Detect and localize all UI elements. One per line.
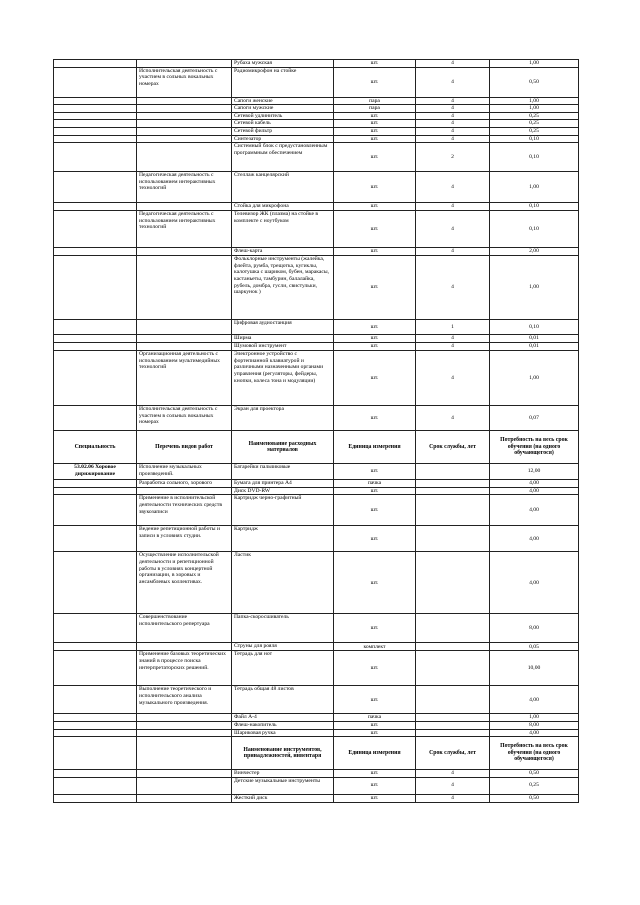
service-life-cell: 4 (416, 127, 490, 135)
table-row (54, 335, 579, 343)
unit-cell: шт. (334, 495, 416, 526)
unit-cell: комплект (334, 643, 416, 651)
item-name-cell: Ластик (232, 552, 334, 614)
unit-cell: пачка (334, 714, 416, 722)
work-type-cell: Выполнение теоретического и исполнительского анализа музыкального произведения. (137, 686, 232, 714)
work-type-cell (137, 127, 232, 135)
service-life-cell (416, 526, 490, 552)
specialty-cell (54, 203, 137, 211)
item-name-cell: Рубаха мужская (232, 60, 334, 68)
quantity-cell: 1,00 (490, 256, 579, 320)
service-life-cell: 4 (416, 60, 490, 68)
quantity-cell: 0,25 (490, 112, 579, 120)
work-type-cell (137, 320, 232, 335)
work-type-cell (137, 721, 232, 729)
service-life-cell: 4 (416, 406, 490, 431)
work-type-cell (137, 112, 232, 120)
item-name-cell: Диск DVD-RW (232, 487, 334, 495)
specialty-cell (54, 67, 137, 97)
quantity-cell: 10,00 (490, 651, 579, 686)
service-life-cell (416, 721, 490, 729)
table-row (54, 794, 579, 802)
specialty-cell: 53.02.06 Хоровое дирижирование (54, 464, 137, 480)
column-header: Наименование расходных материалов (232, 431, 334, 464)
quantity-cell: 4,00 (490, 487, 579, 495)
unit-cell: шт. (334, 777, 416, 794)
table-row (54, 127, 579, 135)
specialty-cell (54, 495, 137, 526)
item-name-cell: Сетевой удлинитель (232, 112, 334, 120)
table-row (54, 203, 579, 211)
unit-cell: шт. (334, 526, 416, 552)
service-life-cell (416, 495, 490, 526)
service-life-cell (416, 480, 490, 488)
work-type-cell: Организационная деятельность с использованием мультимедийных технологий (137, 351, 232, 406)
unit-cell: пачка (334, 480, 416, 488)
service-life-cell (416, 643, 490, 651)
unit-cell: шт. (334, 614, 416, 643)
specialty-cell (54, 552, 137, 614)
specialty-cell (54, 721, 137, 729)
item-name-cell: Бумага для принтера А4 (232, 480, 334, 488)
unit-cell: шт. (334, 487, 416, 495)
quantity-cell: 0,10 (490, 203, 579, 211)
unit-cell: шт. (334, 351, 416, 406)
service-life-cell: 4 (416, 105, 490, 113)
item-name-cell: Флеш-карта (232, 248, 334, 256)
service-life-cell (416, 729, 490, 737)
work-type-cell (137, 794, 232, 802)
specialty-cell (54, 686, 137, 714)
service-life-cell: 4 (416, 112, 490, 120)
service-life-cell: 4 (416, 343, 490, 351)
column-header (137, 737, 232, 770)
specialty-cell (54, 143, 137, 172)
unit-cell: шт. (334, 729, 416, 737)
unit-cell: пара (334, 97, 416, 105)
service-life-cell (416, 651, 490, 686)
work-type-cell (137, 135, 232, 143)
service-life-cell (416, 464, 490, 480)
column-header: Единица измерения (334, 737, 416, 770)
item-name-cell: Файл А-4 (232, 714, 334, 722)
service-life-cell: 4 (416, 770, 490, 778)
quantity-cell: 4,00 (490, 480, 579, 488)
quantity-cell: 1,00 (490, 351, 579, 406)
quantity-cell: 0,25 (490, 120, 579, 128)
specialty-cell (54, 248, 137, 256)
unit-cell: шт. (334, 112, 416, 120)
specialty-cell (54, 320, 137, 335)
service-life-cell: 4 (416, 120, 490, 128)
unit-cell: шт. (334, 67, 416, 97)
table-row (54, 487, 579, 495)
column-header: Срок службы, лет (416, 431, 490, 464)
specialty-cell (54, 343, 137, 351)
item-name-cell: Сетевой фильтр (232, 127, 334, 135)
column-header (54, 737, 137, 770)
item-name-cell: Детские музыкальные инструменты (232, 777, 334, 794)
item-name-cell: Шариковая ручка (232, 729, 334, 737)
service-life-cell (416, 714, 490, 722)
work-type-cell (137, 97, 232, 105)
specialty-cell (54, 60, 137, 68)
service-life-cell: 1 (416, 320, 490, 335)
specialty-cell (54, 211, 137, 248)
specialty-cell (54, 729, 137, 737)
table-header-row (54, 431, 579, 464)
item-name-cell: Картридж (232, 526, 334, 552)
unit-cell: шт. (334, 211, 416, 248)
item-name-cell: Синтезатор (232, 135, 334, 143)
specialty-cell (54, 614, 137, 643)
table-row (54, 256, 579, 320)
unit-cell: шт. (334, 686, 416, 714)
item-name-cell: Батарейки пальчиковые (232, 464, 334, 480)
quantity-cell: 1,00 (490, 105, 579, 113)
specialty-cell (54, 97, 137, 105)
specialty-cell (54, 794, 137, 802)
item-name-cell: Ширма (232, 335, 334, 343)
quantity-cell: 0,10 (490, 143, 579, 172)
column-header: Срок службы, лет (416, 737, 490, 770)
table-row (54, 651, 579, 686)
item-name-cell: Флеш-накопитель (232, 721, 334, 729)
work-type-cell (137, 120, 232, 128)
table-row (54, 686, 579, 714)
quantity-cell: 0,01 (490, 335, 579, 343)
item-name-cell: Шумовой инструмент (232, 343, 334, 351)
specialty-cell (54, 777, 137, 794)
quantity-cell: 1,00 (490, 172, 579, 203)
item-name-cell: Сетевой кабель (232, 120, 334, 128)
specialty-cell (54, 172, 137, 203)
unit-cell: шт. (334, 343, 416, 351)
work-type-cell (137, 203, 232, 211)
specialty-cell (54, 643, 137, 651)
work-type-cell (137, 643, 232, 651)
service-life-cell: 4 (416, 256, 490, 320)
specialty-cell (54, 714, 137, 722)
specialty-cell (54, 135, 137, 143)
item-name-cell: Тетрадь для нот (232, 651, 334, 686)
quantity-cell: 4,00 (490, 729, 579, 737)
service-life-cell: 2 (416, 143, 490, 172)
quantity-cell: 4,00 (490, 686, 579, 714)
unit-cell: шт. (334, 335, 416, 343)
work-type-cell (137, 335, 232, 343)
specialty-cell (54, 770, 137, 778)
work-type-cell: Исполнительская деятельность с участием в сольных вокальных номерах (137, 67, 232, 97)
table-row (54, 248, 579, 256)
table-row (54, 67, 579, 97)
unit-cell: шт. (334, 172, 416, 203)
unit-cell: шт. (334, 651, 416, 686)
specialty-cell (54, 112, 137, 120)
work-type-cell: Применение в исполнительской деятельности технических средств звукозаписи (137, 495, 232, 526)
quantity-cell: 1,00 (490, 714, 579, 722)
service-life-cell (416, 487, 490, 495)
unit-cell: шт. (334, 406, 416, 431)
quantity-cell: 1,00 (490, 60, 579, 68)
unit-cell: шт. (334, 770, 416, 778)
work-type-cell: Осуществление исполнительской деятельности и репетиционной работы в условиях концертной организации, в хоровых и ансамблевых коллективах. (137, 552, 232, 614)
service-life-cell: 4 (416, 248, 490, 256)
document-page (53, 59, 578, 803)
work-type-cell (137, 777, 232, 794)
column-header: Специальность (54, 431, 137, 464)
item-name-cell: Струны для рояля (232, 643, 334, 651)
quantity-cell: 0,50 (490, 794, 579, 802)
table-row (54, 60, 579, 68)
service-life-cell: 4 (416, 351, 490, 406)
work-type-cell (137, 729, 232, 737)
service-life-cell (416, 686, 490, 714)
column-header: Потребность на весь срок обучения (на одного обучающегося) (490, 737, 579, 770)
work-type-cell (137, 256, 232, 320)
unit-cell: шт. (334, 203, 416, 211)
quantity-cell: 12,00 (490, 464, 579, 480)
table-row (54, 526, 579, 552)
table-row (54, 97, 579, 105)
service-life-cell: 4 (416, 777, 490, 794)
table-row (54, 105, 579, 113)
unit-cell: шт. (334, 721, 416, 729)
table-row (54, 343, 579, 351)
specialty-cell (54, 351, 137, 406)
work-type-cell: Педагогическая деятельность с использованием интерактивных технологий (137, 211, 232, 248)
unit-cell: шт. (334, 60, 416, 68)
work-type-cell: Применение базовых теоретических знаний в процессе поиска интерпретаторских решений. (137, 651, 232, 686)
work-type-cell: Разработка сольного, хорового (137, 480, 232, 488)
table-row (54, 729, 579, 737)
specialty-cell (54, 526, 137, 552)
table-row (54, 112, 579, 120)
item-name-cell: Винчестер (232, 770, 334, 778)
work-type-cell (137, 714, 232, 722)
item-name-cell: Телевизор ЖК (плазма) на стойке в комплекте с ноутбуком (232, 211, 334, 248)
service-life-cell: 4 (416, 67, 490, 97)
unit-cell: шт. (334, 120, 416, 128)
quantity-cell: 0,01 (490, 343, 579, 351)
work-type-cell (137, 770, 232, 778)
quantity-cell: 0,10 (490, 211, 579, 248)
quantity-cell: 0,05 (490, 643, 579, 651)
unit-cell: шт. (334, 794, 416, 802)
quantity-cell: 4,00 (490, 526, 579, 552)
table-row (54, 172, 579, 203)
table-row (54, 721, 579, 729)
quantity-cell: 0,10 (490, 320, 579, 335)
work-type-cell (137, 248, 232, 256)
item-name-cell: Жесткий диск (232, 794, 334, 802)
service-life-cell: 4 (416, 211, 490, 248)
item-name-cell: Стеллаж канцелярский (232, 172, 334, 203)
work-type-cell: Исполнительская деятельность с участием в сольных вокальных номерах (137, 406, 232, 431)
item-name-cell: Электронное устройство с фортепианной клавиатурой и различными назначенными органами управления (регуляторы, фейдеры, кнопки, колеса тона и модуляции) (232, 351, 334, 406)
work-type-cell: Ведение репетиционной работы и записи в условиях студии. (137, 526, 232, 552)
service-life-cell: 4 (416, 97, 490, 105)
unit-cell: шт. (334, 127, 416, 135)
table-row (54, 406, 579, 431)
table-row (54, 714, 579, 722)
item-name-cell: Экран для проектора (232, 406, 334, 431)
specialty-cell (54, 406, 137, 431)
quantity-cell: 1,00 (490, 97, 579, 105)
work-type-cell: Совершенствование исполнительского репертуара (137, 614, 232, 643)
specialty-cell (54, 335, 137, 343)
item-name-cell: Папка-скоросшиватель (232, 614, 334, 643)
unit-cell: шт. (334, 464, 416, 480)
unit-cell: шт. (334, 320, 416, 335)
table-row (54, 464, 579, 480)
table-header-row (54, 737, 579, 770)
quantity-cell: 2,00 (490, 248, 579, 256)
table-row (54, 480, 579, 488)
materials-table (53, 59, 579, 803)
table-row (54, 552, 579, 614)
table-row (54, 614, 579, 643)
service-life-cell: 4 (416, 794, 490, 802)
specialty-cell (54, 651, 137, 686)
specialty-cell (54, 127, 137, 135)
table-row (54, 320, 579, 335)
item-name-cell: Картридж черно-графитный (232, 495, 334, 526)
table-row (54, 643, 579, 651)
quantity-cell: 0,25 (490, 127, 579, 135)
service-life-cell: 4 (416, 172, 490, 203)
item-name-cell: Сапоги мужские (232, 105, 334, 113)
table-row (54, 143, 579, 172)
quantity-cell: 8,00 (490, 721, 579, 729)
specialty-cell (54, 487, 137, 495)
service-life-cell: 4 (416, 203, 490, 211)
unit-cell: шт. (334, 248, 416, 256)
quantity-cell: 0,10 (490, 135, 579, 143)
quantity-cell: 8,00 (490, 614, 579, 643)
work-type-cell (137, 487, 232, 495)
quantity-cell: 0,25 (490, 777, 579, 794)
work-type-cell: Педагогическая деятельность с использованием интерактивных технологий (137, 172, 232, 203)
quantity-cell: 0,50 (490, 67, 579, 97)
unit-cell: пара (334, 105, 416, 113)
item-name-cell: Тетрадь общая 48 листов (232, 686, 334, 714)
quantity-cell: 0,50 (490, 770, 579, 778)
service-life-cell: 4 (416, 335, 490, 343)
column-header: Перечень видов работ (137, 431, 232, 464)
work-type-cell (137, 105, 232, 113)
quantity-cell: 0,07 (490, 406, 579, 431)
specialty-cell (54, 480, 137, 488)
unit-cell: шт. (334, 143, 416, 172)
unit-cell: шт. (334, 135, 416, 143)
item-name-cell: Сапоги женские (232, 97, 334, 105)
service-life-cell (416, 614, 490, 643)
item-name-cell: Радиомикрофон на стойке (232, 67, 334, 97)
work-type-cell (137, 343, 232, 351)
column-header: Наименование инструментов, принадлежностей, инвентаря (232, 737, 334, 770)
item-name-cell: Фольклорные инструменты (жалейка, флейта, румба, трещотка, кугиклы, калотушка с шариком, бубен, маракасы, кастаньеты, тамбурин, балалайка, рубель, домбра, гусли, свистульки, шаркунок ) (232, 256, 334, 320)
unit-cell: шт. (334, 552, 416, 614)
quantity-cell: 4,00 (490, 495, 579, 526)
service-life-cell: 4 (416, 135, 490, 143)
quantity-cell: 4,00 (490, 552, 579, 614)
service-life-cell (416, 552, 490, 614)
item-name-cell: Цифровая аудиостанция (232, 320, 334, 335)
column-header: Потребность на весь срок обучения (на одного обучающегося) (490, 431, 579, 464)
table-row (54, 495, 579, 526)
item-name-cell: Системный блок с предустановленным программным обеспечением (232, 143, 334, 172)
table-row (54, 777, 579, 794)
table-row (54, 135, 579, 143)
work-type-cell: Исполнение музыкальных произведений. (137, 464, 232, 480)
column-header: Единица измерения (334, 431, 416, 464)
table-row (54, 211, 579, 248)
table-row (54, 120, 579, 128)
work-type-cell (137, 60, 232, 68)
specialty-cell (54, 120, 137, 128)
specialty-cell (54, 256, 137, 320)
table-row (54, 351, 579, 406)
work-type-cell (137, 143, 232, 172)
unit-cell: шт. (334, 256, 416, 320)
table-row (54, 770, 579, 778)
specialty-cell (54, 105, 137, 113)
item-name-cell: Стойка для микрофона (232, 203, 334, 211)
